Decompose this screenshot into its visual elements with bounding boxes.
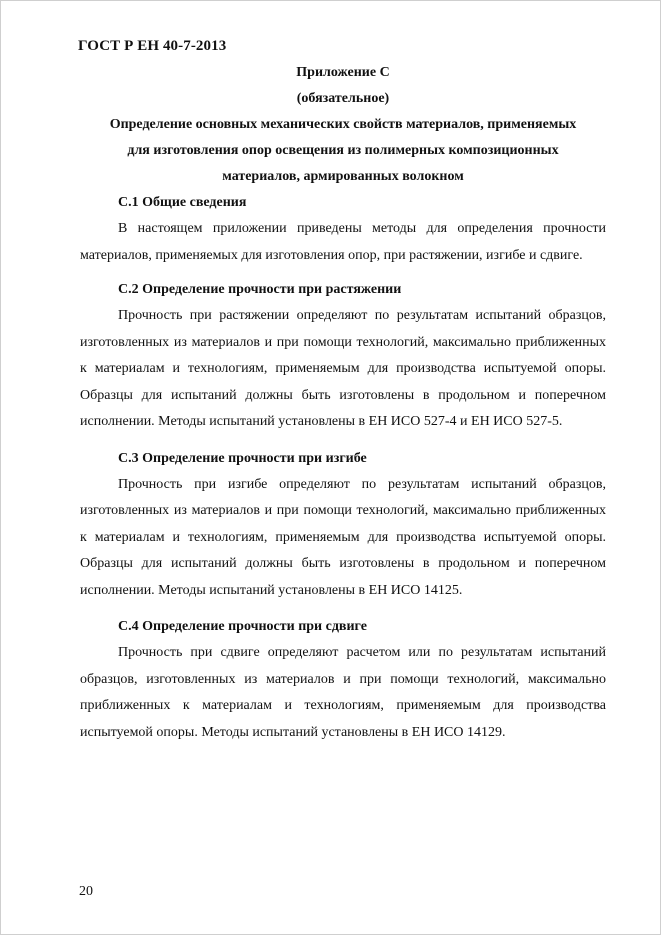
appendix-title: Приложение С — [296, 65, 390, 80]
appendix-heading-line: для изготовления опор освещения из полимерных композиционных — [127, 143, 559, 158]
page-number: 20 — [79, 884, 93, 899]
section-heading: С.3 Определение прочности при изгибе — [118, 450, 367, 466]
section-c2 — [80, 277, 606, 436]
section-paragraph: Прочность при изгибе определяют по результатам испытаний образцов, изготовленных из материалов и при помощи технологий, максимально приближенных к материалам и технологиям, применяемым для производства испытуемой опоры. Образцы для испытаний должны быть изготовлены в продольном и поперечном исполнении. Методы испытаний установлены в ЕН ИСО 14125. — [80, 476, 606, 598]
section-paragraph: Прочность при растяжении определяют по результатам испытаний образцов, изготовленных из материалов и при помощи технологий, максимально приближенных к материалам и технологиям, применяемым для производства испытуемой опоры. Образцы для испытаний должны быть изготовлены в продольном и поперечном исполнении. Методы испытаний установлены в ЕН ИСО 527-4 и ЕН ИСО 527-5. — [80, 308, 606, 429]
section-c1 — [80, 190, 606, 269]
appendix-heading-line: Определение основных механических свойств материалов, применяемых — [109, 117, 577, 132]
section-paragraph: В настоящем приложении приведены методы для определения прочности материалов, применяемых для изготовления опор, при растяжении, изгибе и сдвиге. — [80, 221, 606, 263]
section-c4 — [80, 614, 606, 746]
section-c3 — [80, 446, 606, 605]
appendix-status: (обязательное) — [296, 91, 390, 106]
appendix-heading — [80, 112, 606, 190]
document-code: ГОСТ Р ЕН 40-7-2013 — [78, 38, 227, 54]
section-heading: С.1 Общие сведения — [118, 195, 247, 210]
appendix-heading-line: материалов, армированных волокном — [222, 169, 464, 184]
page-content — [80, 60, 606, 746]
section-paragraph: Прочность при сдвиге определяют расчетом или по результатам испытаний образцов, изготовленных из материалов и при помощи технологий, максимально приближенных к материалам и технологиям, применяемым для производства испытуемой опоры. Методы испытаний установлены в ЕН ИСО 14129. — [80, 645, 606, 740]
section-heading: С.2 Определение прочности при растяжении — [118, 282, 402, 297]
section-heading: С.4 Определение прочности при сдвиге — [118, 619, 367, 634]
